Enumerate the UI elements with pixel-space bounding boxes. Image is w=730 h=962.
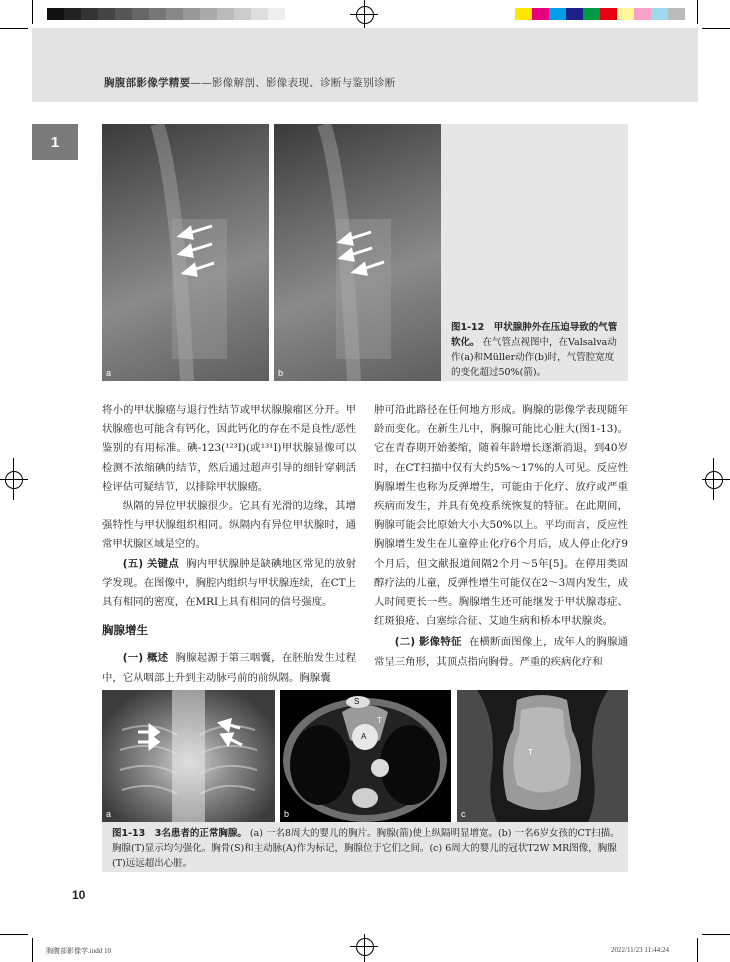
figure-1-12-caption bbox=[441, 124, 628, 381]
running-head bbox=[104, 75, 396, 90]
header-band bbox=[32, 28, 698, 102]
mr-image-c bbox=[457, 690, 628, 822]
caption-title: 图1-13 3名患者的正常胸腺。 bbox=[112, 828, 247, 839]
crop-mark bbox=[0, 934, 28, 935]
book-subtitle: ——影像解剖、影像表现、诊断与鉴别诊断 bbox=[190, 77, 396, 89]
crop-mark bbox=[350, 946, 378, 947]
panel-label-b: b bbox=[284, 809, 290, 819]
crop-mark bbox=[697, 938, 698, 962]
color-bar bbox=[515, 8, 685, 20]
crop-mark bbox=[13, 458, 14, 500]
crop-mark bbox=[702, 479, 730, 480]
book-title: 胸腹部影像学精要 bbox=[104, 77, 191, 89]
fluoro-image-b bbox=[274, 124, 441, 381]
overview-heading: (一) 概述 bbox=[122, 652, 169, 665]
crop-mark bbox=[697, 0, 698, 24]
imaging-heading: (二) 影像特征 bbox=[394, 636, 462, 649]
slug-timestamp: 2022/11/23 11:44:24 bbox=[611, 946, 670, 954]
crop-mark bbox=[702, 28, 730, 29]
ct-label-thymus: T bbox=[377, 716, 382, 725]
slug-filename: 胸腹部影像学.indd 10 bbox=[46, 947, 111, 955]
registration-mark bbox=[705, 471, 723, 489]
paragraph: (二) 影像特征 在横断面图像上，成年人的胸腺通常呈三角形，其顶点指向胸骨。严重的疾病化疗和 bbox=[374, 636, 629, 668]
caption-title: 图1-12 甲状腺肿外在压迫导致的气管软化。 bbox=[451, 322, 618, 348]
crop-mark bbox=[32, 938, 33, 962]
ct-label-sternum: S bbox=[354, 697, 360, 706]
crop-mark bbox=[32, 0, 33, 24]
figure-1-13-caption bbox=[102, 822, 628, 872]
grayscale-bar bbox=[47, 8, 285, 20]
crop-mark bbox=[702, 934, 730, 935]
caption-text: (a) 一名8周大的婴儿的胸片。胸腺(箭)使上纵隔明显增宽。(b) 一名6岁女孩的CT扫描。胸腺(T)显示均匀强化。胸骨(S)和主动脉(A)作为标记，胸腺位于它们之间。(c) 6周大的婴儿的冠状T2W MR图像，胸腺(T)远远超出心脏。 bbox=[112, 828, 620, 869]
paragraph: (一) 概述 胸腺起源于第三咽囊，在胚胎发生过程中，它从咽部上升到主动脉弓前的前纵隔。胸腺囊 bbox=[102, 652, 357, 684]
paragraph: 肿可沿此路径在任何地方形成。胸腺的影像学表现随年龄而变化。在新生儿中，胸腺可能比心脏大(图1-13)。它在青春期开始萎缩，随着年龄增长逐渐消退，到40岁时，在CT扫描中仅有大约5%～17%的人可见。反应性胸腺增生也称为反弹增生，可能由于化疗、放疗或严重疾病而发生，并具有免疫系统恢复的特征。在此期间，胸腺可能会比原始大小大50%以上。平均而言，反应性胸腺增生发生在儿童停止化疗6个月后，成人停止化疗9个月后，但文献报道间隔2个月～5年[5]。在停用类固醇疗法的儿童，反弹性增生可能仅在2～3周内发生，成人时间更长一些。胸腺增生还可能继发于甲状腺毒症、红斑狼疮、白塞综合征、艾迪生病和桥本甲状腺炎。 bbox=[374, 404, 628, 628]
crop-mark bbox=[0, 479, 28, 480]
keypoint-heading: (五) 关键点 bbox=[122, 557, 179, 570]
paragraph: 将小的甲状腺癌与退行性结节或甲状腺腺瘤区分开。甲状腺癌也可能含有钙化，因此钙化的存在不是良性/恶性鉴别的有用标准。碘-123(¹²³I)(或¹³¹I)甲状腺显像可以检测不浓缩碘的结节，然后通过超声引导的细针穿刺活检评估可疑结节，以排除甲状腺癌。 bbox=[102, 404, 356, 493]
panel-label-b: b bbox=[278, 368, 284, 378]
chest-radiograph-a bbox=[102, 690, 275, 822]
registration-mark bbox=[356, 938, 374, 956]
fluoro-image-a bbox=[102, 124, 269, 381]
section-heading: 胸腺增生 bbox=[102, 623, 148, 638]
panel-label-a: a bbox=[106, 809, 112, 819]
registration-mark bbox=[5, 471, 23, 489]
crop-mark bbox=[364, 934, 365, 962]
caption-text: 在气管点视图中，在Valsalva动作(a)和Müller动作(b)时，气管腔宽度的变化超过50%(箭)。 bbox=[451, 337, 617, 378]
registration-mark bbox=[356, 6, 374, 24]
panel-label-a: a bbox=[106, 368, 112, 378]
paragraph: 纵隔的异位甲状腺很少。它具有光滑的边缘，其增强特性与甲状腺组织相同。纵隔内有异位甲状腺时，通常甲状腺区域是空的。 bbox=[102, 500, 356, 551]
paragraph: (五) 关键点 胸内甲状腺肿是缺碘地区常见的放射学发现。在图像中，胸腔内组织与甲状腺连续，在CT上具有相同的密度，在MRI上具有相同的信号强度。 bbox=[102, 557, 356, 609]
crop-mark bbox=[350, 14, 378, 15]
ct-image-b bbox=[280, 690, 451, 822]
crop-mark bbox=[0, 28, 28, 29]
panel-label-c: c bbox=[461, 809, 466, 819]
crop-mark bbox=[713, 458, 714, 500]
right-column bbox=[374, 401, 628, 672]
ct-label-aorta: A bbox=[361, 732, 367, 741]
chapter-tab: 1 bbox=[32, 124, 78, 160]
page-number: 10 bbox=[72, 888, 86, 902]
mr-label-thymus: T bbox=[528, 748, 533, 757]
left-column bbox=[102, 401, 356, 688]
